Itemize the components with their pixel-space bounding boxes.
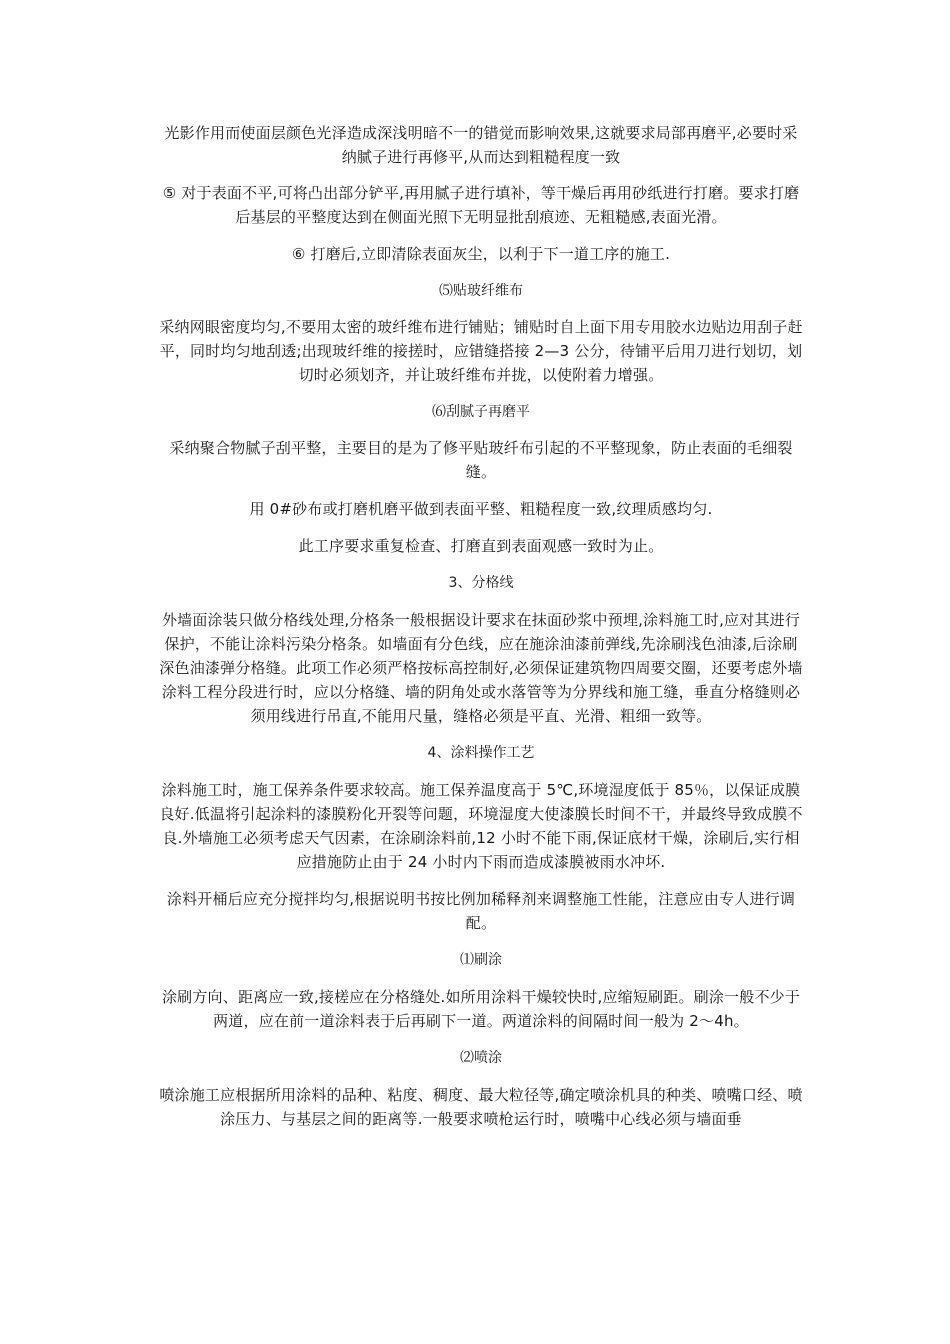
- paragraph-polish-uniformity: 光影作用而使面层颜色光泽造成深浅明暗不一的错觉而影响效果,这就要求局部再磨平,必要时采纳腻子进行再修平,从而达到粗糙程度一致: [164, 124, 798, 166]
- section-heading-spraying: ⑵喷涂: [460, 1050, 502, 1066]
- section-heading-divider-lines: 3、分格线: [448, 575, 514, 591]
- section-heading-coating-process: 4、涂料操作工艺: [427, 745, 535, 761]
- paragraph-putty: 采纳聚合物腻子刮平整，主要目的是为了修平贴玻纤布引起的不平整现象，防止表面的毛细裂缝。: [169, 439, 793, 481]
- paragraph-brushing: 涂刷方向、距离应一致,接槎应在分格缝处.如所用涂料干燥较快时,应缩短刷距。刷涂一般不少于两道，应在前一道涂料表于后再刷下一道。两道涂料的间隔时间一般为 2～4h。: [161, 988, 801, 1030]
- paragraph-inspection: 此工序要求重复检查、打磨直到表面观感一致时为止。: [298, 537, 664, 555]
- section-heading-brushing: ⑴刷涂: [460, 952, 502, 968]
- paragraph-fiberglass: 采纳网眼密度均匀,不要用太密的玻纤维布进行铺贴；铺贴时自上面下用专用胶水边贴边用刮子赶平，同时均匀地刮透;出现玻纤维的接搓时，应错缝搭接 2—3 公分，待铺平后用刀进行划切，划切时必须划齐，并让玻纤维布并拢，以使附着力增强。: [159, 318, 803, 384]
- paragraph-step-5: ⑤ 对于表面不平,可将凸出部分铲平,再用腻子进行填补，等干燥后再用砂纸进行打磨。要求打磨后基层的平整度达到在侧面光照下无明显批刮痕迹、无粗糙感,表面光滑。: [162, 184, 800, 226]
- paragraph-divider-lines: 外墙面涂装只做分格线处理,分格条一般根据设计要求在抹面砂浆中预埋,涂料施工时,应对其进行保护，不能让涂料污染分格条。如墙面有分色线，应在施涂油漆前弹线,先涂刷浅色油漆,后涂刷深色油漆弹分格缝。此项工作必须严格按标高控制好,必须保证建筑物四周要交圈，还要考虑外墙涂料工程分段进行时，应以分格缝、墙的阴角处或水落管等为分界线和施工缝，垂直分格缝则必须用线进行吊直,不能用尺量，缝格必须是平直、光滑、粗细一致等。: [159, 611, 803, 725]
- paragraph-mixing: 涂料开桶后应充分搅拌均匀,根据说明书按比例加稀释剂来调整施工性能，注意应由专人进行调配。: [166, 890, 796, 932]
- document-page: [158, 121, 804, 1131]
- paragraph-coating-conditions: 涂料施工时，施工保养条件要求较高。施工保养温度高于 5℃,环境湿度低于 85％，以保证成膜良好.低温将引起涂料的漆膜粉化开裂等问题，环境湿度大使漆膜长时间不干，并最终导致成膜不良.外墙施工必须考虑天气因素，在涂刷涂料前,12 小时不能下雨,保证底材干燥，涂刷后,实行相应措施防止由于 24 小时内下雨而造成漆膜被雨水冲坏.: [159, 781, 803, 871]
- paragraph-spraying: 喷涂施工应根据所用涂料的品种、粘度、稠度、最大粒径等,确定喷涂机具的种类、喷嘴口经、喷涂压力、与基层之间的距离等.一般要求喷枪运行时，喷嘴中心线必须与墙面垂: [159, 1086, 803, 1128]
- paragraph-sanding: 用 0#砂布或打磨机磨平做到表面平整、粗糙程度一致,纹理质感均匀.: [249, 500, 713, 518]
- section-heading-fiberglass: ⑸贴玻纤维布: [439, 283, 523, 299]
- section-heading-putty: ⑹刮腻子再磨平: [432, 404, 530, 420]
- paragraph-step-6: ⑥ 打磨后,立即清除表面灰尘，以利于下一道工序的施工.: [291, 245, 671, 263]
